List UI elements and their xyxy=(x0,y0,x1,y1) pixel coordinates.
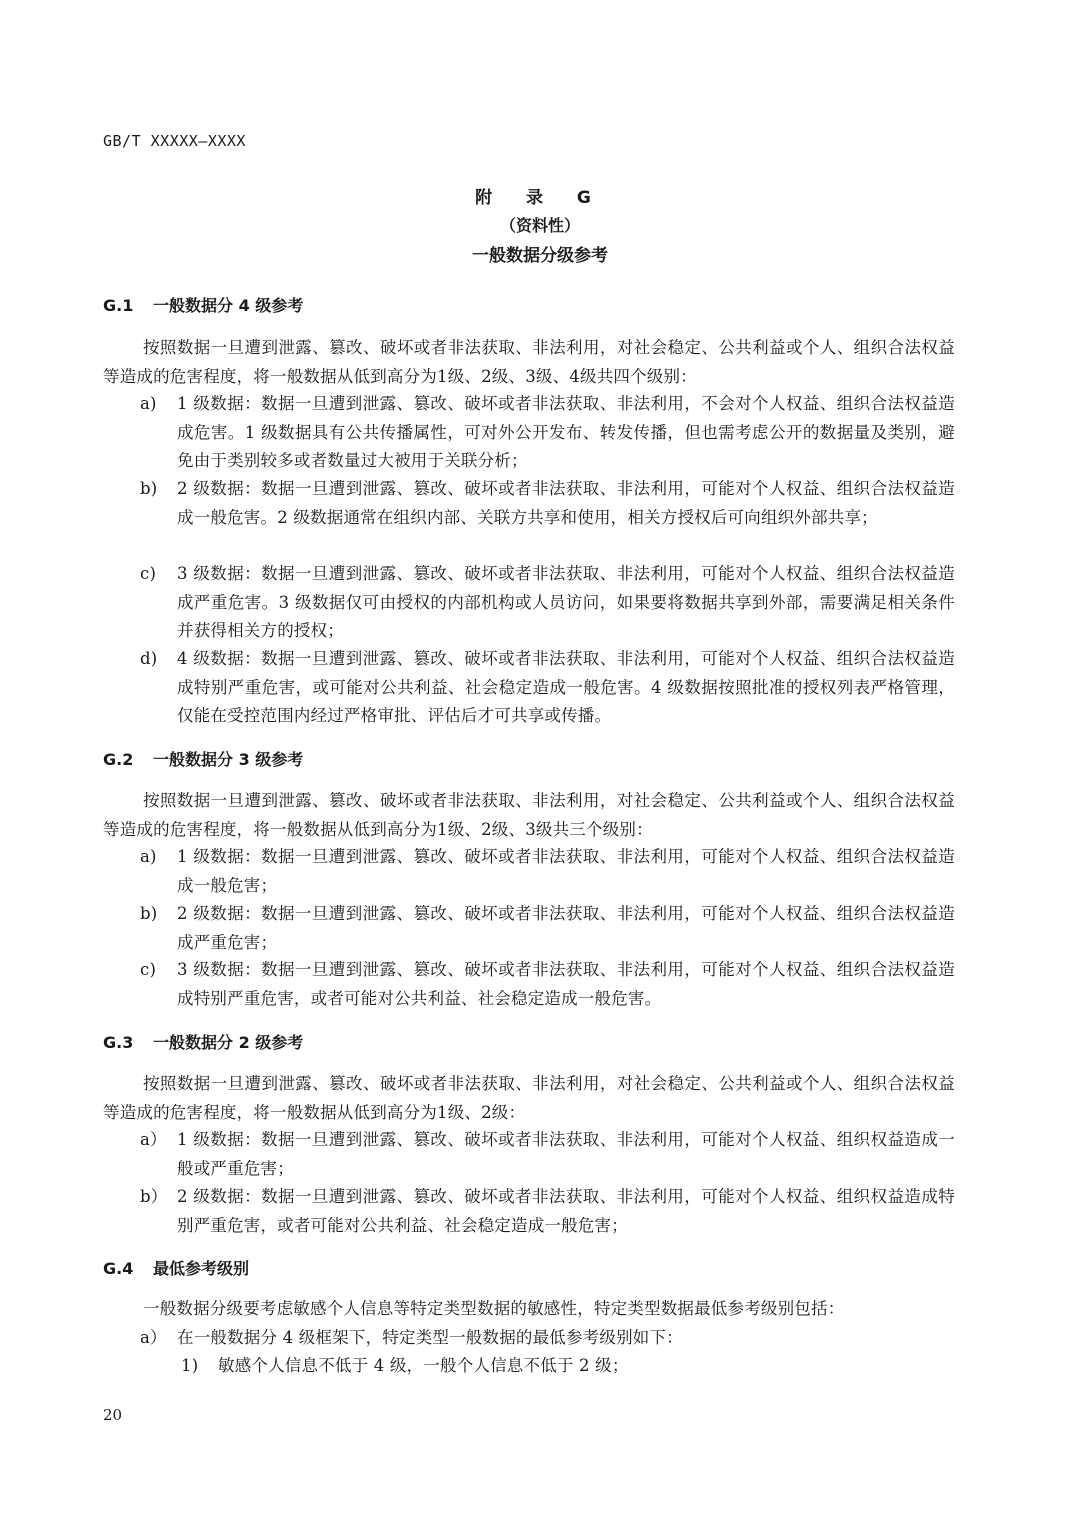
section-heading-g1 xyxy=(103,293,303,316)
list-marker: c) xyxy=(140,960,157,979)
list-item-text: 1 级数据：数据一旦遭到泄露、篡改、破坏或者非法获取、非法利用，可能对个人权益、组织合法权益造成一般危害； xyxy=(177,847,955,895)
list-item xyxy=(140,843,955,900)
list-marker: d) xyxy=(140,649,158,668)
standard-code: GB/T XXXXX—XXXX xyxy=(103,132,246,150)
list-item-text: 1 级数据：数据一旦遭到泄露、篡改、破坏或者非法获取、非法利用，不会对个人权益、组织合法权益造成危害。1 级数据具有公共传播属性，可对外公开发布、转发传播，但也需考虑公开的数据量及类别，避免由于类别较多或者数量过大被用于关联分析； xyxy=(177,394,955,470)
list-item xyxy=(140,956,955,1013)
list-marker: a) xyxy=(140,394,157,413)
list-item-text: 4 级数据：数据一旦遭到泄露、篡改、破坏或者非法获取、非法利用，可能对个人权益、组织合法权益造成特别严重危害，或可能对公共利益、社会稳定造成一般危害。4 级数据按照批准的授权列表严格管理，仅能在受控范围内经过严格审批、评估后才可共享或传播。 xyxy=(177,649,955,725)
list-item-text: 在一般数据分 4 级框架下，特定类型一般数据的最低参考级别如下： xyxy=(177,1328,683,1347)
section-title: 一般数据分 3 级参考 xyxy=(153,750,304,769)
sub-list-item xyxy=(181,1352,955,1381)
section-title: 最低参考级别 xyxy=(153,1259,250,1278)
section-title: 一般数据分 2 级参考 xyxy=(153,1033,304,1052)
section-number: G.2 xyxy=(103,750,134,769)
list-item xyxy=(140,1183,955,1240)
list-item xyxy=(140,560,955,646)
list-marker: c) xyxy=(140,564,157,583)
list-marker: b) xyxy=(140,479,158,498)
list-item xyxy=(140,1126,955,1183)
section-number: G.4 xyxy=(103,1259,134,1278)
sub-list-item-text: 敏感个人信息不低于 4 级，一般个人信息不低于 2 级； xyxy=(218,1356,629,1375)
sub-list-marker: 1) xyxy=(181,1356,199,1375)
list-marker: a） xyxy=(140,1328,167,1347)
section-intro-g4: 一般数据分级要考虑敏感个人信息等特定类型数据的敏感性，特定类型数据最低参考级别包括： xyxy=(143,1299,845,1318)
section-heading-g2 xyxy=(103,747,303,770)
section-heading-g4 xyxy=(103,1256,249,1279)
list-item-text: 3 级数据：数据一旦遭到泄露、篡改、破坏或者非法获取、非法利用，可能对个人权益、组织合法权益造成严重危害。3 级数据仅可由授权的内部机构或人员访问，如果要将数据共享到外部，需要满足相关条件并获得相关方的授权； xyxy=(177,564,955,640)
section-intro-g1: 按照数据一旦遭到泄露、篡改、破坏或者非法获取、非法利用，对社会稳定、公共利益或个人、组织合法权益等造成的危害程度，将一般数据从低到高分为1级、2级、3级、4级共四个级别： xyxy=(103,338,955,386)
list-item xyxy=(140,475,955,532)
section-number: G.3 xyxy=(103,1033,134,1052)
list-item xyxy=(140,900,955,957)
list-marker: a） xyxy=(140,1130,167,1149)
list-item-text: 2 级数据：数据一旦遭到泄露、篡改、破坏或者非法获取、非法利用，可能对个人权益、组织权益造成特别严重危害，或者可能对公共利益、社会稳定造成一般危害； xyxy=(177,1187,955,1235)
appendix-nature: （资料性） xyxy=(499,216,580,235)
list-marker: a) xyxy=(140,847,157,866)
section-title: 一般数据分 4 级参考 xyxy=(153,296,304,315)
list-marker: b) xyxy=(140,904,158,923)
section-intro-g2: 按照数据一旦遭到泄露、篡改、破坏或者非法获取、非法利用，对社会稳定、公共利益或个人、组织合法权益等造成的危害程度，将一般数据从低到高分为1级、2级、3级共三个级别： xyxy=(103,791,955,839)
appendix-name: 一般数据分级参考 xyxy=(472,246,608,266)
list-item-text: 2 级数据：数据一旦遭到泄露、篡改、破坏或者非法获取、非法利用，可能对个人权益、组织合法权益造成一般危害。2 级数据通常在组织内部、关联方共享和使用，相关方授权后可向组织外部共享； xyxy=(177,479,955,527)
list-item xyxy=(140,645,955,731)
list-item xyxy=(140,390,955,476)
section-number: G.1 xyxy=(103,296,134,315)
list-item xyxy=(140,1324,955,1353)
section-intro-g3: 按照数据一旦遭到泄露、篡改、破坏或者非法获取、非法利用，对社会稳定、公共利益或个人、组织合法权益等造成的危害程度，将一般数据从低到高分为1级、2级： xyxy=(103,1074,955,1122)
list-marker: b） xyxy=(140,1187,168,1206)
list-item-text: 2 级数据：数据一旦遭到泄露、篡改、破坏或者非法获取、非法利用，可能对个人权益、组织合法权益造成严重危害； xyxy=(177,904,955,952)
list-item-text: 1 级数据：数据一旦遭到泄露、篡改、破坏或者非法获取、非法利用，可能对个人权益、组织权益造成一般或严重危害； xyxy=(177,1130,955,1178)
list-item-text: 3 级数据：数据一旦遭到泄露、篡改、破坏或者非法获取、非法利用，可能对个人权益、组织合法权益造成特别严重危害，或者可能对公共利益、社会稳定造成一般危害。 xyxy=(177,960,955,1008)
appendix-title: 附 录 G xyxy=(475,188,605,208)
page-number: 20 xyxy=(103,1406,123,1424)
section-heading-g3 xyxy=(103,1030,303,1053)
